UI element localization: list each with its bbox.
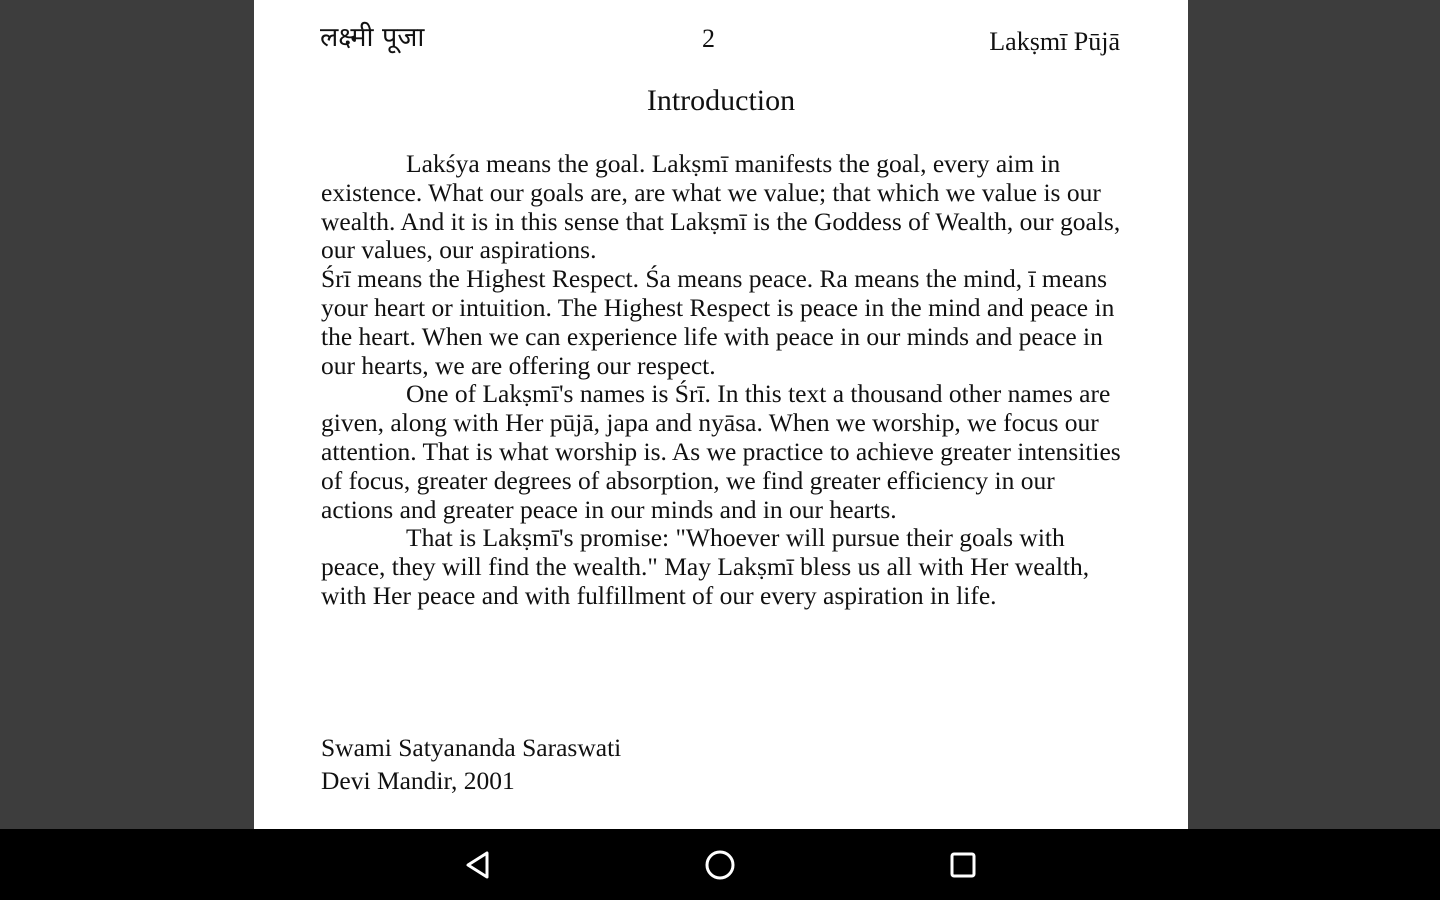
body-text	[321, 150, 1131, 611]
home-circle-icon	[704, 849, 736, 881]
paragraph-names: One of Lakṣmī's names is Śrī. In this text a thousand other names are given, along with Her pūjā, japa and nyāsa. When we worship, we focus our attention. That is what worship is. As we practice to achieve greater intensities of focus, greater degrees of absorption, we find greater efficiency in our actions and greater peace in our minds and in our hearts.	[321, 379, 1121, 524]
paragraph-laksya: Lakśya means the goal. Lakṣmī manifests the goal, every aim in existence. What our goals are, are what we value; that which we value is our wealth. And it is in this sense that Lakṣmī is the Goddess of Wealth, our goals, our values, our aspirations.	[321, 149, 1121, 265]
author-name: Swami Satyananda Saraswati	[321, 733, 622, 762]
recent-apps-button[interactable]	[941, 843, 985, 887]
document-page	[254, 0, 1188, 829]
page-number: 2	[702, 24, 715, 53]
home-button[interactable]	[698, 843, 742, 887]
system-navigation-bar	[0, 829, 1440, 900]
back-button[interactable]	[456, 843, 500, 887]
running-header-title: Lakṣmī Pūjā	[989, 27, 1120, 56]
section-title: Introduction	[646, 84, 796, 117]
running-header-devanagari: लक्ष्मी पूजा	[320, 22, 425, 53]
place-date: Devi Mandir, 2001	[321, 766, 515, 795]
back-triangle-icon	[463, 850, 493, 880]
signature-block	[321, 731, 621, 797]
paragraph-promise: That is Lakṣmī's promise: "Whoever will pursue their goals with peace, they will find the wealth." May Lakṣmī bless us all with Her wealth, with Her peace and with fulfillment of our every aspiration in life.	[321, 523, 1090, 610]
recent-apps-square-icon	[948, 850, 978, 880]
paragraph-sri: Śrī means the Highest Respect. Śa means peace. Ra means the mind, ī means your heart or intuition. The Highest Respect is peace in the mind and peace in the heart. When we can experience life with peace in our minds and peace in our hearts, we are offering our respect.	[321, 264, 1115, 380]
